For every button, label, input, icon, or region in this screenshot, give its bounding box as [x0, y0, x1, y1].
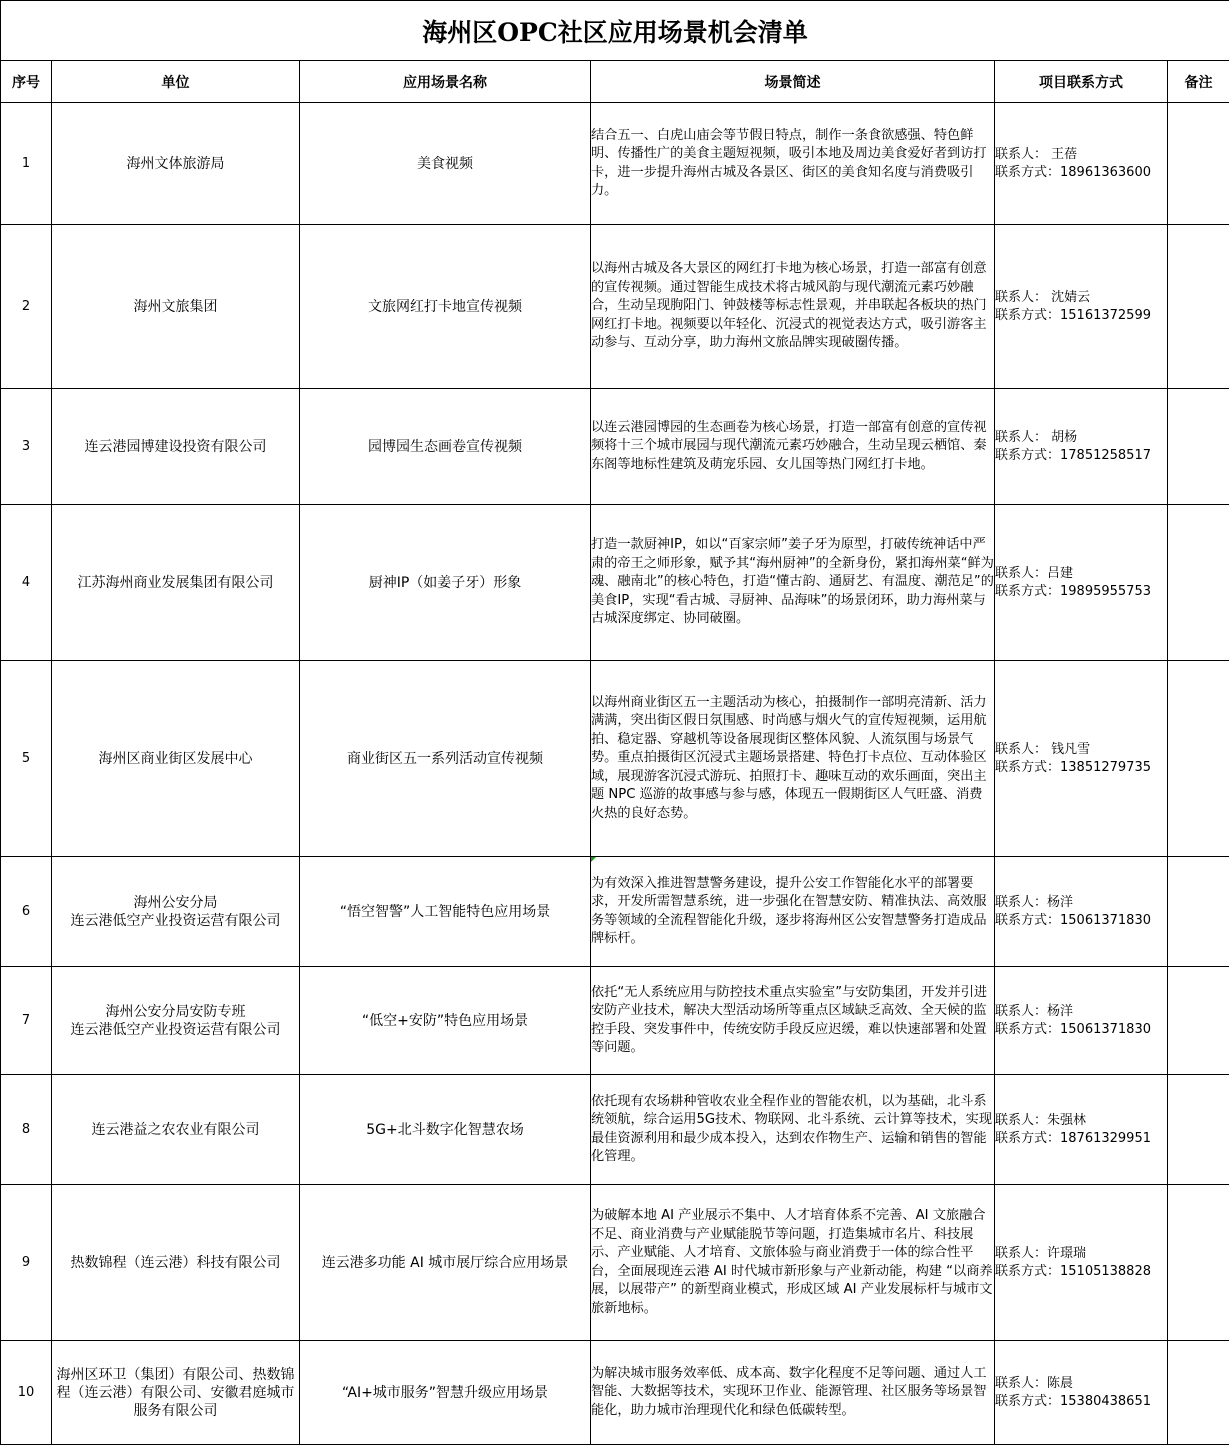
cell-unit: 海州文旅集团	[52, 225, 300, 389]
cell-scene-name: 厨神IP（如姜子牙）形象	[300, 505, 591, 661]
unit-line: 海州公安分局	[133, 894, 218, 911]
contact-person: 联系人： 沈婧云	[995, 289, 1091, 305]
table-row	[1, 661, 1229, 857]
table-row	[1, 103, 1229, 225]
cell-description: 依托现有农场耕种管收农业全程作业的智能农机，以为基础，北斗系统领航，综合运用5G技术、物联网、北斗系统、云计算等技术，实现最佳资源利用和最少成本投入，达到农作物生产、运输和销售的智能化管理。	[591, 1075, 995, 1185]
unit-line: 连云港低空产业投资运营有限公司	[70, 1021, 281, 1038]
contact-phone: 联系方式：15105138828	[995, 1263, 1151, 1279]
cell-scene-name: 商业街区五一系列活动宣传视频	[300, 661, 591, 857]
cell-contact	[995, 389, 1168, 505]
description-text: 为有效深入推进智慧警务建设，提升公安工作智能化水平的部署要求，开发所需智慧系统，进一步强化在智慧安防、精准执法、高效服务等领域的全流程智能化升级，逐步将海州区公安智慧警务打造成品牌标杆。	[591, 875, 987, 946]
cell-unit: 连云港益之农农业有限公司	[52, 1075, 300, 1185]
cell-note	[1168, 1185, 1229, 1341]
contact-phone: 联系方式：13851279735	[995, 759, 1151, 775]
cell-note	[1168, 857, 1229, 967]
table-row	[1, 967, 1229, 1075]
table-row	[1, 225, 1229, 389]
cell-contact	[995, 103, 1168, 225]
cell-description: 以海州商业街区五一主题活动为核心，拍摄制作一部明亮清新、活力满满，突出街区假日氛围感、时尚感与烟火气的宣传短视频，运用航拍、稳定器、穿越机等设备展现街区整体风貌、人流氛围与场景气势。重点拍摄街区沉浸式主题场景搭建、特色打卡点位、互动体验区域，展现游客沉浸式游玩、拍照打卡、趣味互动的欢乐画面，突出主题 NPC 巡游的故事感与参与感，体现五一假期街区人气旺盛、消费火热的良好态势。	[591, 661, 995, 857]
cell-unit: 海州区环卫（集团）有限公司、热数锦程（连云港）有限公司、安徽君庭城市服务有限公司	[52, 1341, 300, 1445]
header-row	[1, 61, 1229, 103]
cell-unit: 海州区商业街区发展中心	[52, 661, 300, 857]
cell-description: 打造一款厨神IP，如以“百家宗师”姜子牙为原型，打破传统神话中严肃的帝王之师形象，赋予其“海州厨神”的全新身份，紧扣海州菜“鲜为魂、融南北”的核心特色，打造“懂古韵、通厨艺、有温度、潮范足”的美食IP，实现“看古城、寻厨神、品海味”的场景闭环，助力海州菜与古城深度绑定、协同破圈。	[591, 505, 995, 661]
contact-phone: 联系方式：15380438651	[995, 1393, 1151, 1409]
cell-seq: 8	[1, 1075, 52, 1185]
cell-description: 依托“无人系统应用与防控技术重点实验室”与安防集团，开发并引进安防产业技术，解决大型活动场所等重点区域缺乏高效、全天候的监控手段、突发事件中，传统安防手段反应迟缓，难以快速部署和处置等问题。	[591, 967, 995, 1075]
unit-line: 海州公安分局安防专班	[105, 1003, 246, 1020]
contact-person: 联系人：吕建	[995, 565, 1074, 581]
cell-description: 结合五一、白虎山庙会等节假日特点，制作一条食欲感强、特色鲜明、传播性广的美食主题短视频，吸引本地及周边美食爱好者到访打卡，进一步提升海州古城及各景区、街区的美食知名度与消费吸引力。	[591, 103, 995, 225]
cell-scene-name: 5G+北斗数字化智慧农场	[300, 1075, 591, 1185]
cell-seq: 9	[1, 1185, 52, 1341]
cell-description: 为破解本地 AI 产业展示不集中、人才培育体系不完善、AI 文旅融合不足、商业消费与产业赋能脱节等问题，打造集城市名片、科技展示、产业赋能、人才培育、文旅体验与商业消费于一体的综合性平台，全面展现连云港 AI 时代城市新形象与产业新动能，构建 “以商养展，以展带产” 的新型商业模式，形成区域 AI 产业发展标杆与城市文旅新地标。	[591, 1185, 995, 1341]
cell-seq: 6	[1, 857, 52, 967]
contact-person: 联系人：朱强林	[995, 1112, 1087, 1128]
cell-seq: 4	[1, 505, 52, 661]
cell-scene-name: 文旅网红打卡地宣传视频	[300, 225, 591, 389]
table-row	[1, 1185, 1229, 1341]
table-row	[1, 389, 1229, 505]
cell-description: 以连云港园博园的生态画卷为核心场景，打造一部富有创意的宣传视频将十三个城市展园与现代潮流元素巧妙融合，生动呈现云栖馆、秦东阁等地标性建筑及萌宠乐园、女儿国等热门网红打卡地。	[591, 389, 995, 505]
contact-phone: 联系方式：15061371830	[995, 912, 1151, 928]
cell-contact	[995, 225, 1168, 389]
cell-unit: 江苏海州商业发展集团有限公司	[52, 505, 300, 661]
cell-note	[1168, 103, 1229, 225]
header-unit: 单位	[52, 61, 300, 103]
cell-seq: 7	[1, 967, 52, 1075]
table-row	[1, 1341, 1229, 1445]
cell-contact	[995, 661, 1168, 857]
cell-note	[1168, 505, 1229, 661]
contact-person: 联系人： 胡杨	[995, 429, 1078, 445]
cell-seq: 1	[1, 103, 52, 225]
contact-person: 联系人： 王蓓	[995, 146, 1078, 162]
cell-contact	[995, 1185, 1168, 1341]
cell-scene-name: “低空+安防”特色应用场景	[300, 967, 591, 1075]
contact-person: 联系人： 钱凡雪	[995, 741, 1091, 757]
cell-unit: 连云港园博建设投资有限公司	[52, 389, 300, 505]
cell-note	[1168, 967, 1229, 1075]
cell-contact	[995, 1075, 1168, 1185]
header-scene-name: 应用场景名称	[300, 61, 591, 103]
contact-phone: 联系方式：18961363600	[995, 164, 1151, 180]
cell-note	[1168, 1075, 1229, 1185]
unit-line: 连云港低空产业投资运营有限公司	[70, 912, 281, 929]
cell-comment-marker	[591, 857, 596, 862]
page-title: 海州区OPC社区应用场景机会清单	[1, 1, 1229, 61]
table-row	[1, 1075, 1229, 1185]
title-row	[1, 1, 1229, 61]
cell-contact	[995, 505, 1168, 661]
header-contact: 项目联系方式	[995, 61, 1168, 103]
table-row	[1, 857, 1229, 967]
contact-phone: 联系方式：19895955753	[995, 583, 1151, 599]
cell-unit: 热数锦程（连云港）科技有限公司	[52, 1185, 300, 1341]
contact-person: 联系人：陈晨	[995, 1375, 1074, 1391]
cell-unit: 海州文体旅游局	[52, 103, 300, 225]
cell-contact	[995, 967, 1168, 1075]
contact-person: 联系人：许璟瑞	[995, 1245, 1087, 1261]
cell-unit	[52, 967, 300, 1075]
contact-phone: 联系方式：18761329951	[995, 1130, 1151, 1146]
header-note: 备注	[1168, 61, 1229, 103]
cell-note	[1168, 225, 1229, 389]
cell-scene-name: “悟空智警”人工智能特色应用场景	[300, 857, 591, 967]
header-description: 场景简述	[591, 61, 995, 103]
cell-description	[591, 857, 995, 967]
cell-description: 以海州古城及各大景区的网红打卡地为核心场景，打造一部富有创意的宣传视频。通过智能生成技术将古城风韵与现代潮流元素巧妙融合，生动呈现朐阳门、钟鼓楼等标志性景观，并串联起各板块的热门网红打卡地。视频要以年轻化、沉浸式的视觉表达方式，吸引游客主动参与、互动分享，助力海州文旅品牌实现破圈传播。	[591, 225, 995, 389]
cell-scene-name: 美食视频	[300, 103, 591, 225]
cell-scene-name: 园博园生态画卷宣传视频	[300, 389, 591, 505]
cell-seq: 3	[1, 389, 52, 505]
contact-phone: 联系方式：15061371830	[995, 1021, 1151, 1037]
contact-person: 联系人：杨洋	[995, 1003, 1074, 1019]
cell-unit	[52, 857, 300, 967]
contact-phone: 联系方式：17851258517	[995, 447, 1151, 463]
cell-contact	[995, 1341, 1168, 1445]
cell-seq: 2	[1, 225, 52, 389]
cell-contact	[995, 857, 1168, 967]
contact-person: 联系人：杨洋	[995, 894, 1074, 910]
cell-seq: 10	[1, 1341, 52, 1445]
cell-note	[1168, 661, 1229, 857]
cell-scene-name: 连云港多功能 AI 城市展厅综合应用场景	[300, 1185, 591, 1341]
cell-seq: 5	[1, 661, 52, 857]
header-seq: 序号	[1, 61, 52, 103]
cell-note	[1168, 389, 1229, 505]
contact-phone: 联系方式：15161372599	[995, 307, 1151, 323]
cell-description: 为解决城市服务效率低、成本高、数字化程度不足等问题、通过人工智能、大数据等技术，实现环卫作业、能源管理、社区服务等场景智能化，助力城市治理现代化和绿色低碳转型。	[591, 1341, 995, 1445]
table-row	[1, 505, 1229, 661]
cell-scene-name: “AI+城市服务”智慧升级应用场景	[300, 1341, 591, 1445]
cell-note	[1168, 1341, 1229, 1445]
